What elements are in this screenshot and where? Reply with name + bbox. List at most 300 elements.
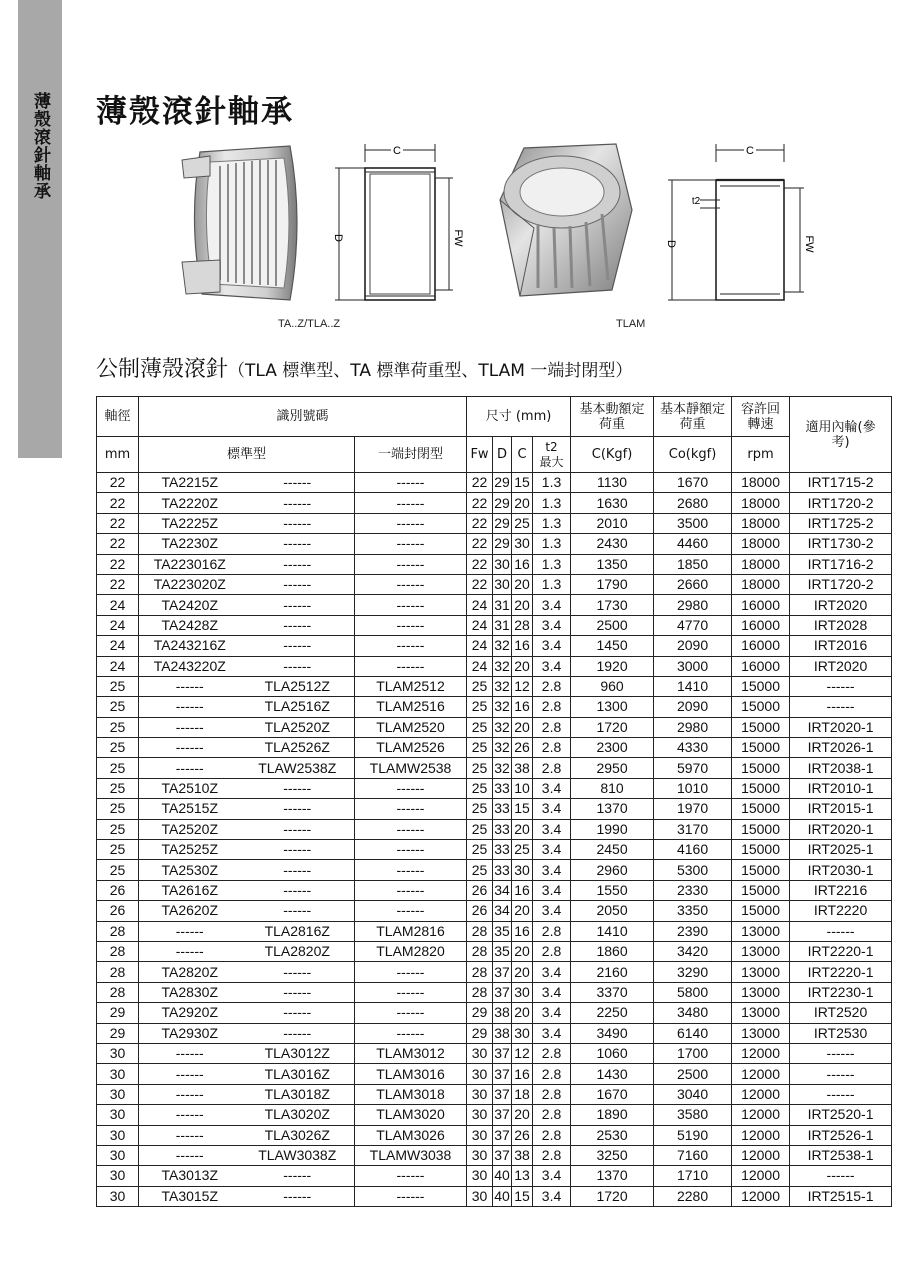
table-row — [97, 778, 892, 798]
tla-code-cell: ------ — [241, 656, 355, 676]
inner-ring-cell: IRT2220-1 — [790, 962, 892, 982]
c-cell: 30 — [512, 534, 533, 554]
table-row — [97, 1125, 892, 1145]
table-row — [97, 636, 892, 656]
tla-code-cell: TLA3018Z — [241, 1084, 355, 1104]
tlam-code-cell: ------ — [355, 901, 467, 921]
table-row — [97, 554, 892, 574]
d-cell: 32 — [493, 676, 512, 696]
dyn-load-cell: 2250 — [571, 1003, 654, 1023]
tlam-code-cell: ------ — [355, 962, 467, 982]
static-load-cell: 2500 — [654, 1064, 732, 1084]
t2-cell: 1.3 — [533, 493, 571, 513]
table-row — [97, 656, 892, 676]
inner-ring-cell: IRT2016 — [790, 636, 892, 656]
speed-cell: 15000 — [732, 799, 790, 819]
table-row — [97, 941, 892, 961]
tlam-code-cell: ------ — [355, 513, 467, 533]
speed-cell: 15000 — [732, 880, 790, 900]
shaft-cell: 28 — [97, 921, 139, 941]
tla-code-cell: ------ — [241, 473, 355, 493]
table-row — [97, 676, 892, 696]
left-figure-caption: TA..Z/TLA..Z — [278, 318, 341, 330]
fw-cell: 30 — [467, 1186, 493, 1206]
ta-code-cell: ------ — [139, 941, 241, 961]
shaft-cell: 25 — [97, 799, 139, 819]
ta-code-cell: TA2230Z — [139, 534, 241, 554]
t2-cell: 3.4 — [533, 615, 571, 635]
d-cell: 32 — [493, 697, 512, 717]
t2-cell: 3.4 — [533, 656, 571, 676]
d-cell: 37 — [493, 1125, 512, 1145]
header-c: C — [512, 437, 533, 473]
fw-cell: 24 — [467, 595, 493, 615]
shaft-cell: 25 — [97, 778, 139, 798]
tlam-code-cell: ------ — [355, 982, 467, 1002]
dyn-load-cell: 2430 — [571, 534, 654, 554]
inner-ring-cell: IRT1716-2 — [790, 554, 892, 574]
inner-ring-cell: ------ — [790, 676, 892, 696]
shaft-cell: 29 — [97, 1003, 139, 1023]
c-cell: 25 — [512, 513, 533, 533]
c-cell: 20 — [512, 574, 533, 594]
speed-cell: 18000 — [732, 574, 790, 594]
tlam-code-cell: ------ — [355, 778, 467, 798]
tlam-code-cell: ------ — [355, 636, 467, 656]
fw-cell: 25 — [467, 819, 493, 839]
c-cell: 38 — [512, 1145, 533, 1165]
static-load-cell: 3480 — [654, 1003, 732, 1023]
tla-code-cell: ------ — [241, 778, 355, 798]
dyn-load-cell: 1550 — [571, 880, 654, 900]
shaft-cell: 30 — [97, 1105, 139, 1125]
tlam-code-cell: TLAMW2538 — [355, 758, 467, 778]
d-cell: 32 — [493, 656, 512, 676]
t2-cell: 2.8 — [533, 1125, 571, 1145]
speed-cell: 12000 — [732, 1105, 790, 1125]
c-cell: 16 — [512, 697, 533, 717]
static-load-cell: 1970 — [654, 799, 732, 819]
shaft-cell: 25 — [97, 819, 139, 839]
header-speed: 容許回轉速 — [732, 397, 790, 437]
t2-cell: 2.8 — [533, 697, 571, 717]
c-cell: 28 — [512, 615, 533, 635]
ta-code-cell: ------ — [139, 676, 241, 696]
dyn-load-cell: 3250 — [571, 1145, 654, 1165]
dyn-load-cell: 2010 — [571, 513, 654, 533]
dyn-load-cell: 1450 — [571, 636, 654, 656]
fw-cell: 30 — [467, 1064, 493, 1084]
t2-cell: 2.8 — [533, 941, 571, 961]
speed-cell: 13000 — [732, 962, 790, 982]
table-row — [97, 697, 892, 717]
shaft-cell: 25 — [97, 697, 139, 717]
tla-code-cell: ------ — [241, 799, 355, 819]
d-cell: 31 — [493, 615, 512, 635]
ta-code-cell: TA2830Z — [139, 982, 241, 1002]
static-load-cell: 3580 — [654, 1105, 732, 1125]
section-subtitle: （TLA 標準型、TA 標準荷重型、TLAM 一端封閉型） — [228, 361, 633, 381]
c-cell: 26 — [512, 738, 533, 758]
d-cell: 31 — [493, 595, 512, 615]
t2-cell: 1.3 — [533, 534, 571, 554]
table-row — [97, 1023, 892, 1043]
tlam-code-cell: ------ — [355, 860, 467, 880]
speed-cell: 15000 — [732, 840, 790, 860]
tla-code-cell: TLA2520Z — [241, 717, 355, 737]
static-load-cell: 2680 — [654, 493, 732, 513]
fw-cell: 28 — [467, 921, 493, 941]
t2-cell: 2.8 — [533, 738, 571, 758]
speed-cell: 15000 — [732, 758, 790, 778]
speed-cell: 15000 — [732, 901, 790, 921]
dyn-load-cell: 1130 — [571, 473, 654, 493]
inner-ring-cell: IRT2220-1 — [790, 941, 892, 961]
table-row — [97, 1105, 892, 1125]
static-load-cell: 4770 — [654, 615, 732, 635]
tlam-code-cell: ------ — [355, 534, 467, 554]
table-row — [97, 574, 892, 594]
fw-cell: 25 — [467, 676, 493, 696]
t2-cell: 3.4 — [533, 636, 571, 656]
fw-cell: 22 — [467, 493, 493, 513]
right-figure-caption: TLAM — [616, 318, 646, 330]
inner-ring-cell: IRT2026-1 — [790, 738, 892, 758]
speed-cell: 12000 — [732, 1064, 790, 1084]
dim-fw-label: FW — [452, 229, 464, 247]
fw-cell: 30 — [467, 1145, 493, 1165]
static-load-cell: 2090 — [654, 697, 732, 717]
tlam-code-cell: ------ — [355, 1023, 467, 1043]
tla-code-cell: ------ — [241, 1186, 355, 1206]
d-cell: 37 — [493, 1145, 512, 1165]
t2-cell: 3.4 — [533, 819, 571, 839]
inner-ring-cell: ------ — [790, 921, 892, 941]
shaft-cell: 26 — [97, 880, 139, 900]
t2-cell: 3.4 — [533, 840, 571, 860]
c-cell: 10 — [512, 778, 533, 798]
shaft-cell: 24 — [97, 615, 139, 635]
t2-cell: 3.4 — [533, 880, 571, 900]
shaft-cell: 25 — [97, 860, 139, 880]
inner-ring-cell: ------ — [790, 1043, 892, 1063]
ta-code-cell: TA2920Z — [139, 1003, 241, 1023]
ta-code-cell: ------ — [139, 1064, 241, 1084]
table-row — [97, 962, 892, 982]
dyn-load-cell: 1350 — [571, 554, 654, 574]
c-cell: 20 — [512, 717, 533, 737]
d-cell: 33 — [493, 819, 512, 839]
tlam-code-cell: ------ — [355, 615, 467, 635]
table-row — [97, 534, 892, 554]
table-row — [97, 880, 892, 900]
tlam-code-cell: ------ — [355, 554, 467, 574]
shaft-cell: 24 — [97, 595, 139, 615]
header-t2 — [533, 437, 571, 473]
shaft-cell: 25 — [97, 758, 139, 778]
speed-cell: 16000 — [732, 615, 790, 635]
tlam-code-cell: ------ — [355, 493, 467, 513]
static-load-cell: 3170 — [654, 819, 732, 839]
t2-cell: 3.4 — [533, 962, 571, 982]
tla-code-cell: ------ — [241, 860, 355, 880]
t2-cell: 1.3 — [533, 473, 571, 493]
section-title — [96, 352, 632, 383]
tlam-code-cell: ------ — [355, 799, 467, 819]
static-load-cell: 4160 — [654, 840, 732, 860]
shaft-cell: 30 — [97, 1166, 139, 1186]
tlam-code-cell: ------ — [355, 595, 467, 615]
inner-ring-cell: IRT2220 — [790, 901, 892, 921]
dyn-load-cell: 1060 — [571, 1043, 654, 1063]
tlam-code-cell: TLAM3012 — [355, 1043, 467, 1063]
static-load-cell: 1850 — [654, 554, 732, 574]
static-load-cell: 2980 — [654, 595, 732, 615]
tla-code-cell: TLA3016Z — [241, 1064, 355, 1084]
table-row — [97, 595, 892, 615]
c-cell: 20 — [512, 493, 533, 513]
t2-cell: 3.4 — [533, 778, 571, 798]
fw-cell: 22 — [467, 473, 493, 493]
table-body — [97, 473, 892, 1207]
t2-cell: 2.8 — [533, 1084, 571, 1104]
ta-code-cell: TA2525Z — [139, 840, 241, 860]
static-load-cell: 2980 — [654, 717, 732, 737]
t2-cell: 3.4 — [533, 1166, 571, 1186]
static-load-cell: 1700 — [654, 1043, 732, 1063]
tla-code-cell: TLAW3038Z — [241, 1145, 355, 1165]
shaft-cell: 24 — [97, 636, 139, 656]
ta-code-cell: TA243216Z — [139, 636, 241, 656]
dyn-load-cell: 1410 — [571, 921, 654, 941]
static-load-cell: 5970 — [654, 758, 732, 778]
tlam-code-cell: ------ — [355, 880, 467, 900]
speed-cell: 12000 — [732, 1125, 790, 1145]
fw-cell: 30 — [467, 1084, 493, 1104]
header-shaft: 軸徑 — [97, 397, 139, 437]
tla-code-cell: ------ — [241, 636, 355, 656]
tla-code-cell: ------ — [241, 982, 355, 1002]
tla-code-cell: ------ — [241, 1166, 355, 1186]
header-inner-ring: 適用內輪(參考) — [790, 397, 892, 473]
tla-code-cell: TLA2820Z — [241, 941, 355, 961]
tla-code-cell: ------ — [241, 1023, 355, 1043]
tla-code-cell: TLAW2538Z — [241, 758, 355, 778]
dyn-load-cell: 2450 — [571, 840, 654, 860]
header-unit-mm: mm — [97, 437, 139, 473]
tla-code-cell: TLA2516Z — [241, 697, 355, 717]
tlam-code-cell: TLAMW3038 — [355, 1145, 467, 1165]
tlam-code-cell: TLAM3018 — [355, 1084, 467, 1104]
tla-code-cell: ------ — [241, 819, 355, 839]
inner-ring-cell: IRT2520-1 — [790, 1105, 892, 1125]
tla-code-cell: TLA2526Z — [241, 738, 355, 758]
c-cell: 20 — [512, 819, 533, 839]
static-load-cell: 1410 — [654, 676, 732, 696]
shaft-cell: 25 — [97, 676, 139, 696]
static-load-cell: 3500 — [654, 513, 732, 533]
table-row — [97, 513, 892, 533]
tlam-code-cell: TLAM2512 — [355, 676, 467, 696]
tla-code-cell: ------ — [241, 1003, 355, 1023]
header-closed-end: 一端封閉型 — [355, 437, 467, 473]
header-id-code: 識別號碼 — [139, 397, 467, 437]
fw-cell: 24 — [467, 636, 493, 656]
tlam-code-cell: ------ — [355, 574, 467, 594]
c-cell: 20 — [512, 941, 533, 961]
shaft-cell: 28 — [97, 982, 139, 1002]
t2-cell: 3.4 — [533, 982, 571, 1002]
fw-cell: 28 — [467, 962, 493, 982]
d-cell: 29 — [493, 513, 512, 533]
d-cell: 33 — [493, 860, 512, 880]
d-cell: 32 — [493, 717, 512, 737]
dyn-load-cell: 2300 — [571, 738, 654, 758]
c-cell: 38 — [512, 758, 533, 778]
table-row — [97, 473, 892, 493]
tla-code-cell: ------ — [241, 513, 355, 533]
speed-cell: 18000 — [732, 473, 790, 493]
inner-ring-cell: IRT2025-1 — [790, 840, 892, 860]
c-cell: 16 — [512, 880, 533, 900]
tlam-cross-section-drawing — [660, 140, 815, 308]
ta-code-cell: TA2420Z — [139, 595, 241, 615]
tla-code-cell: ------ — [241, 880, 355, 900]
d-cell: 37 — [493, 1064, 512, 1084]
header-c-kgf: C(Kgf) — [571, 437, 654, 473]
tla-code-cell: ------ — [241, 574, 355, 594]
c-cell: 25 — [512, 840, 533, 860]
tlam-code-cell: TLAM2526 — [355, 738, 467, 758]
ta-code-cell: TA223016Z — [139, 554, 241, 574]
ta-code-cell: TA2428Z — [139, 615, 241, 635]
static-load-cell: 4460 — [654, 534, 732, 554]
tla-code-cell: ------ — [241, 534, 355, 554]
table-row — [97, 1003, 892, 1023]
ta-bearing-illustration — [180, 142, 308, 307]
bearing-spec-table — [96, 396, 892, 1207]
fw-cell: 28 — [467, 982, 493, 1002]
dyn-load-cell: 1630 — [571, 493, 654, 513]
static-load-cell: 5190 — [654, 1125, 732, 1145]
d-cell: 30 — [493, 574, 512, 594]
shaft-cell: 22 — [97, 554, 139, 574]
c-cell: 12 — [512, 676, 533, 696]
tlam-code-cell: TLAM3026 — [355, 1125, 467, 1145]
shaft-cell: 28 — [97, 941, 139, 961]
fw-cell: 26 — [467, 901, 493, 921]
t2-cell: 1.3 — [533, 574, 571, 594]
dyn-load-cell: 1990 — [571, 819, 654, 839]
fw-cell: 29 — [467, 1003, 493, 1023]
speed-cell: 13000 — [732, 941, 790, 961]
dyn-load-cell: 1720 — [571, 1186, 654, 1206]
table-row — [97, 1166, 892, 1186]
inner-ring-cell: IRT2020 — [790, 656, 892, 676]
dyn-load-cell: 1430 — [571, 1064, 654, 1084]
ta-code-cell: ------ — [139, 738, 241, 758]
speed-cell: 18000 — [732, 513, 790, 533]
inner-ring-cell: IRT1725-2 — [790, 513, 892, 533]
speed-cell: 15000 — [732, 860, 790, 880]
static-load-cell: 5800 — [654, 982, 732, 1002]
d-cell: 37 — [493, 1105, 512, 1125]
tlam-bearing-illustration — [494, 140, 636, 300]
fw-cell: 25 — [467, 697, 493, 717]
tlam-code-cell: TLAM2816 — [355, 921, 467, 941]
tlam-code-cell: ------ — [355, 819, 467, 839]
static-load-cell: 7160 — [654, 1145, 732, 1165]
table-row — [97, 1186, 892, 1206]
d-cell: 38 — [493, 1023, 512, 1043]
table-row — [97, 1145, 892, 1165]
static-load-cell: 3290 — [654, 962, 732, 982]
t2-cell: 3.4 — [533, 1003, 571, 1023]
inner-ring-cell: IRT2020-1 — [790, 819, 892, 839]
inner-ring-cell: ------ — [790, 1084, 892, 1104]
header-d: D — [493, 437, 512, 473]
table-row — [97, 1064, 892, 1084]
static-load-cell: 2330 — [654, 880, 732, 900]
t2-cell: 3.4 — [533, 860, 571, 880]
t2-cell: 2.8 — [533, 921, 571, 941]
speed-cell: 15000 — [732, 717, 790, 737]
dim-d-label-2: D — [665, 240, 677, 248]
fw-cell: 25 — [467, 717, 493, 737]
d-cell: 37 — [493, 982, 512, 1002]
shaft-cell: 29 — [97, 1023, 139, 1043]
inner-ring-cell: IRT2028 — [790, 615, 892, 635]
shaft-cell: 30 — [97, 1064, 139, 1084]
ta-code-cell: ------ — [139, 697, 241, 717]
fw-cell: 30 — [467, 1125, 493, 1145]
static-load-cell: 6140 — [654, 1023, 732, 1043]
c-cell: 30 — [512, 1023, 533, 1043]
shaft-cell: 25 — [97, 717, 139, 737]
shaft-cell: 30 — [97, 1145, 139, 1165]
inner-ring-cell: IRT2216 — [790, 880, 892, 900]
header-static-load: 基本靜額定荷重 — [654, 397, 732, 437]
t2-cell: 1.3 — [533, 554, 571, 574]
t2-cell: 3.4 — [533, 1186, 571, 1206]
inner-ring-cell: IRT2030-1 — [790, 860, 892, 880]
fw-cell: 25 — [467, 840, 493, 860]
t2-cell: 2.8 — [533, 1145, 571, 1165]
dyn-load-cell: 2500 — [571, 615, 654, 635]
inner-ring-cell: IRT2520 — [790, 1003, 892, 1023]
shaft-cell: 25 — [97, 738, 139, 758]
table-row — [97, 1043, 892, 1063]
shaft-cell: 22 — [97, 493, 139, 513]
fw-cell: 30 — [467, 1166, 493, 1186]
table-row — [97, 615, 892, 635]
d-cell: 29 — [493, 493, 512, 513]
dyn-load-cell: 1720 — [571, 717, 654, 737]
table-row — [97, 493, 892, 513]
speed-cell: 16000 — [732, 595, 790, 615]
inner-ring-cell: IRT2020 — [790, 595, 892, 615]
dyn-load-cell: 1370 — [571, 799, 654, 819]
ta-code-cell: ------ — [139, 717, 241, 737]
fw-cell: 30 — [467, 1105, 493, 1125]
ta-code-cell: TA223020Z — [139, 574, 241, 594]
fw-cell: 25 — [467, 860, 493, 880]
speed-cell: 18000 — [732, 493, 790, 513]
header-dynamic-load: 基本動額定荷重 — [571, 397, 654, 437]
speed-cell: 15000 — [732, 819, 790, 839]
inner-ring-cell: IRT2530 — [790, 1023, 892, 1043]
tla-code-cell: ------ — [241, 595, 355, 615]
